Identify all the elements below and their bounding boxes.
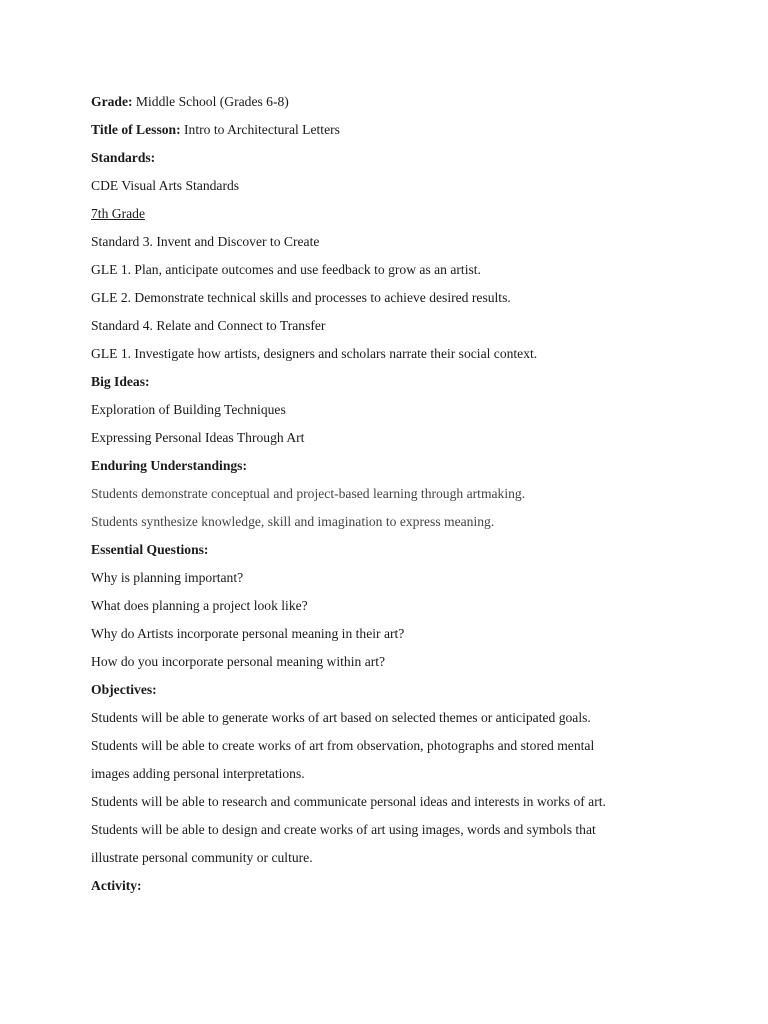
standard-item: GLE 1. Plan, anticipate outcomes and use feedback to grow as an artist. <box>91 262 481 277</box>
enduring-understanding-item: Students demonstrate conceptual and project-based learning through artmaking. <box>91 486 526 501</box>
standard-item: GLE 1. Investigate how artists, designers and scholars narrate their social context. <box>91 346 538 361</box>
essential-question-item: Why is planning important? <box>91 570 244 585</box>
big-idea-item: Expressing Personal Ideas Through Art <box>91 430 305 445</box>
objective-line: images adding personal interpretations. <box>91 766 305 781</box>
enduring-understanding-item: Students synthesize knowledge, skill and imagination to express meaning. <box>91 514 495 529</box>
essential-question-item: How do you incorporate personal meaning within art? <box>91 654 386 669</box>
standards-grade-text: 7th Grade <box>91 206 145 221</box>
big-ideas-heading: Big Ideas: <box>91 374 150 389</box>
lesson-plan-document <box>91 91 731 903</box>
standard-item: Standard 4. Relate and Connect to Transfer <box>91 318 326 333</box>
objective-line: Students will be able to generate works of art based on selected themes or anticipated goals. <box>91 710 591 725</box>
essential-questions-heading: Essential Questions: <box>91 542 209 557</box>
essential-question-item: Why do Artists incorporate personal meaning in their art? <box>91 626 405 641</box>
standard-item: Standard 3. Invent and Discover to Create <box>91 234 320 249</box>
grade-value: Middle School (Grades 6-8) <box>132 94 289 109</box>
objective-line: Students will be able to create works of art from observation, photographs and stored mental <box>91 738 595 753</box>
lesson-title-value: Intro to Architectural Letters <box>180 122 340 137</box>
lesson-title-label: Title of Lesson: <box>91 122 181 137</box>
objective-line: Students will be able to design and create works of art using images, words and symbols that <box>91 822 596 837</box>
activity-heading: Activity: <box>91 878 142 893</box>
grade-label: Grade: <box>91 94 133 109</box>
enduring-understandings-heading: Enduring Understandings: <box>91 458 248 473</box>
objective-line: Students will be able to research and communicate personal ideas and interests in works of art. <box>91 794 606 809</box>
objective-line: illustrate personal community or culture. <box>91 850 313 865</box>
objectives-heading: Objectives: <box>91 682 157 697</box>
standard-item: GLE 2. Demonstrate technical skills and processes to achieve desired results. <box>91 290 511 305</box>
lesson-title-line <box>91 119 731 147</box>
big-idea-item: Exploration of Building Techniques <box>91 402 286 417</box>
essential-question-item: What does planning a project look like? <box>91 598 308 613</box>
grade-line <box>91 91 731 119</box>
standards-source: CDE Visual Arts Standards <box>91 178 240 193</box>
standards-grade <box>91 203 731 231</box>
standards-heading: Standards: <box>91 150 156 165</box>
